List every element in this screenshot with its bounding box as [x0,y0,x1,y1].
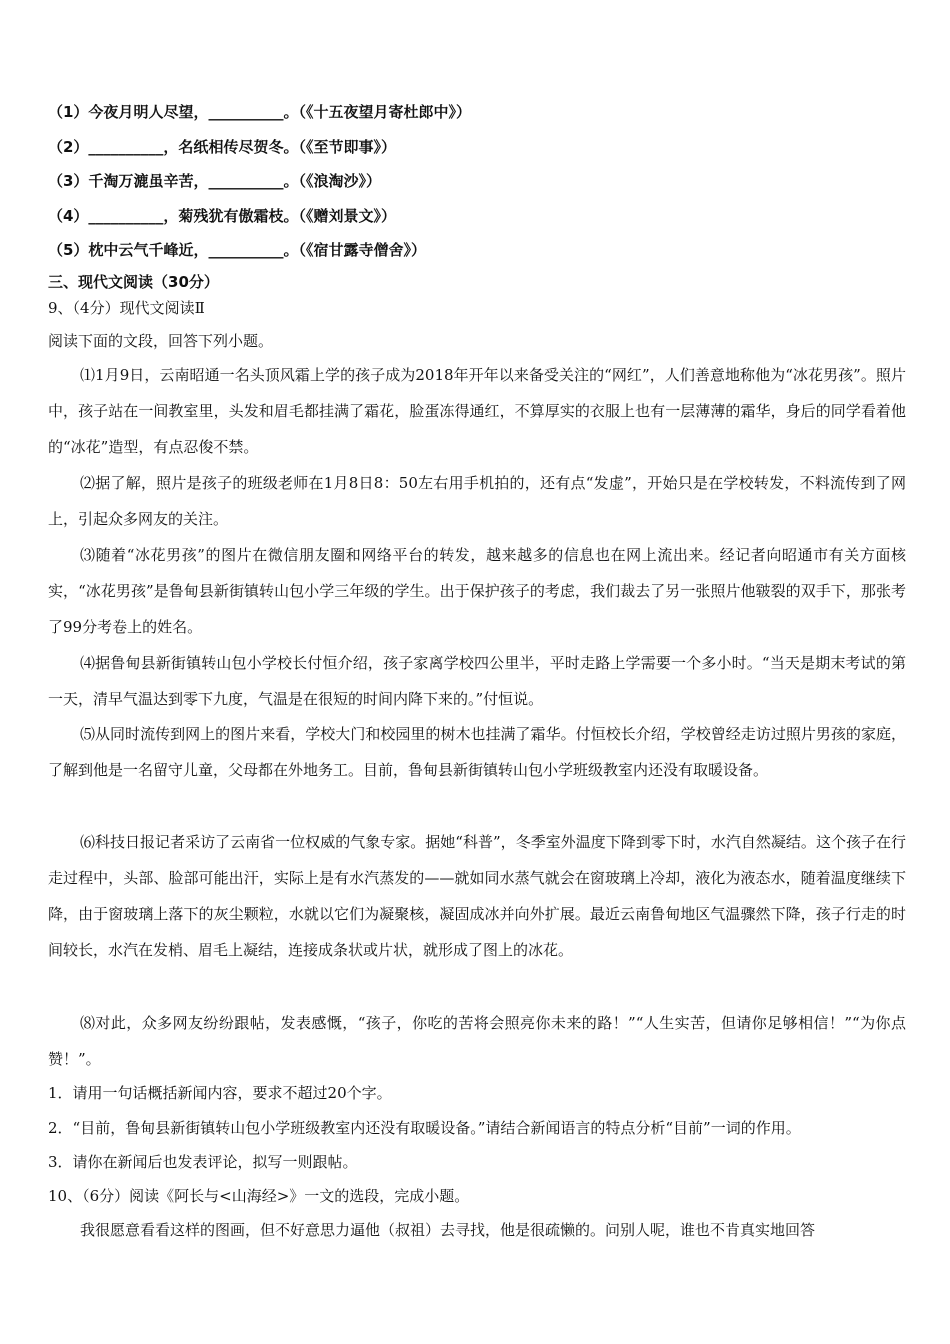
question-3: 3．请你在新闻后也发表评论，拟写一则跟帖。 [48,1153,358,1171]
paragraph-4: ⑷据鲁甸县新街镇转山包小学校长付恒介绍，孩子家离学校四公里半，平时走路上学需要一个多小时。“当天是期末考试的第一天，清早气温达到零下九度，气温是在很短的时间内降下来的。”付恒说。 [48,654,906,708]
section-title: 三、现代文阅读（30分） [48,273,219,291]
question-10-header: 10、（6分）阅读《阿长与<山海经>》一文的选段，完成小题。 [48,1187,470,1205]
poem-item-5: （5）枕中云气千峰近，__________。（《宿甘露寺僧舍》） [48,241,426,259]
paragraph-1: ⑴1月9日，云南昭通一名头顶风霜上学的孩子成为2018年开年以来备受关注的“网红”，人们善意地称他为“冰花男孩”。照片中，孩子站在一间教室里，头发和眉毛都挂满了霜花，脸蛋冻得通红，不算厚实的衣服上也有一层薄薄的霜华，身后的同学看着他的“冰花”造型，有点忍俊不禁。 [48,366,906,456]
poem-item-3: （3）千淘万漉虽辛苦，__________。（《浪淘沙》） [48,172,381,190]
paragraph-3: ⑶随着“冰花男孩”的图片在微信朋友圈和网络平台的转发，越来越多的信息也在网上流出来。经记者向昭通市有关方面核实，“冰花男孩”是鲁甸县新街镇转山包小学三年级的学生。出于保护孩子的考虑，我们裁去了另一张照片他皲裂的双手下，那张考了99分考卷上的姓名。 [48,546,906,636]
question-10-text: 我很愿意看看这样的图画，但不好意思力逼他（叔祖）去寻找，他是很疏懒的。问别人呢，谁也不肯真实地回答 [80,1221,816,1239]
poem-item-1: （1）今夜月明人尽望，__________。（《十五夜望月寄杜郎中》） [48,103,471,121]
paragraph-2: ⑵据了解，照片是孩子的班级老师在1月8日8：50左右用手机拍的，还有点“发虚”，开始只是在学校转发，不料流传到了网上，引起众多网友的关注。 [48,474,906,528]
poem-item-4: （4）__________，菊残犹有傲霜枝。（《赠刘景文》） [48,207,396,225]
paragraph-5: ⑸从同时流传到网上的图片来看，学校大门和校园里的树木也挂满了霜华。付恒校长介绍，学校曾经走访过照片男孩的家庭，了解到他是一名留守儿童，父母都在外地务工。目前，鲁甸县新街镇转山包小学班级教室内还没有取暖设备。 [48,725,906,779]
poem-item-2: （2）__________，名纸相传尽贺冬。（《至节即事》） [48,138,396,156]
question-1: 1．请用一句话概括新闻内容，要求不超过20个字。 [48,1084,392,1102]
paragraph-8: ⑻对此，众多网友纷纷跟帖，发表感慨，“孩子，你吃的苦将会照亮你未来的路！”“人生实苦，但请你足够相信！”“为你点赞！”。 [48,1014,906,1068]
instruction: 阅读下面的文段，回答下列小题。 [48,332,274,350]
paragraph-6: ⑹科技日报记者采访了云南省一位权威的气象专家。据她“科普”，冬季室外温度下降到零下时，水汽自然凝结。这个孩子在行走过程中，头部、脸部可能出汗，实际上是有水汽蒸发的——就如同水蒸气就会在窗玻璃上冷却，液化为液态水，随着温度继续下降，由于窗玻璃上落下的灰尘颗粒，水就以它们为凝聚核，凝固成冰并向外扩展。最近云南鲁甸地区气温骤然下降，孩子行走的时间较长，水汽在发梢、眉毛上凝结，连接成条状或片状，就形成了图上的冰花。 [48,833,906,959]
question-2: 2．“目前，鲁甸县新街镇转山包小学班级教室内还没有取暖设备。”请结合新闻语言的特点分析“目前”一词的作用。 [48,1119,801,1137]
question-9-header: 9、（4分）现代文阅读Ⅱ [48,299,205,317]
